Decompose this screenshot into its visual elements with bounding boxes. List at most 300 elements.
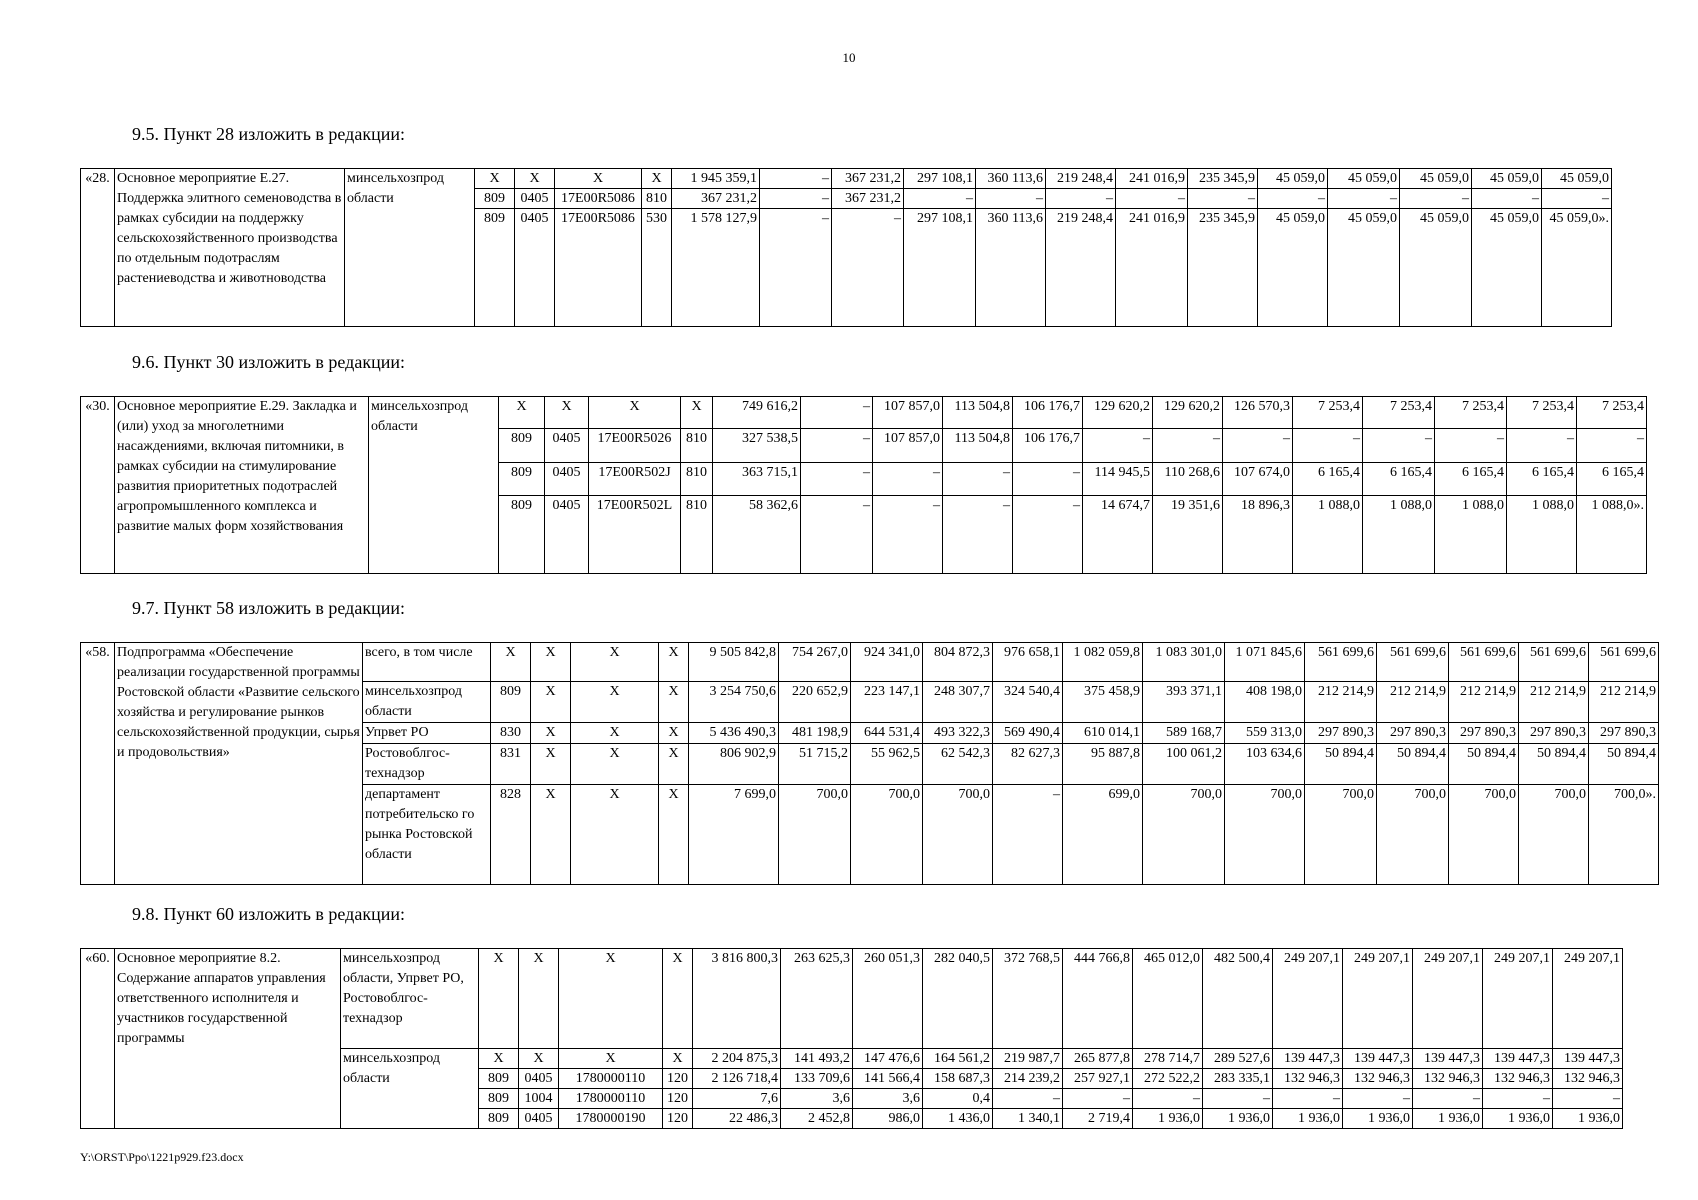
table-cell: 2 719,4 [1063, 1109, 1133, 1129]
table-cell: 297 890,3 [1305, 723, 1377, 744]
table-cell: 831 [491, 744, 531, 785]
table-cell: 700,0 [1225, 785, 1305, 885]
table-cell: – [993, 785, 1063, 885]
table-cell: X [531, 785, 571, 885]
table-cell: 45 059,0 [1542, 169, 1612, 189]
item-number: «28. [81, 169, 115, 327]
table-cell: 107 674,0 [1223, 463, 1293, 496]
table-cell: 129 620,2 [1083, 397, 1153, 429]
table-cell: 809 [499, 429, 545, 463]
table-cell: X [659, 723, 689, 744]
table-cell: 1 945 359,1 [672, 169, 760, 189]
table-cell: – [1400, 189, 1472, 209]
table-cell: – [832, 209, 904, 327]
table-cell: X [531, 643, 571, 682]
table-cell: 132 946,3 [1483, 1069, 1553, 1089]
table-cell: – [1046, 189, 1116, 209]
table-cell: 132 946,3 [1553, 1069, 1623, 1089]
table-cell: X [642, 169, 672, 189]
table-cell: X [545, 397, 589, 429]
table-cell: 0405 [515, 209, 555, 327]
item-description: Основное мероприятие Е.27. Поддержка элитного семеноводства в рамках субсидии на поддержку сельскохозяйственного производства по отдельным подотраслям растениеводства и животноводства [115, 169, 345, 327]
table-cell: 45 059,0 [1328, 209, 1400, 327]
table-cell: 1 088,0». [1577, 496, 1647, 574]
table-cell: 1 936,0 [1553, 1109, 1623, 1129]
table-cell: 809 [479, 1069, 519, 1089]
table-cell: 810 [681, 463, 713, 496]
table-cell: 50 894,4 [1449, 744, 1519, 785]
table-cell: 278 714,7 [1133, 1049, 1203, 1069]
table-cell: 113 504,8 [943, 397, 1013, 429]
table-cell: 375 458,9 [1063, 682, 1143, 723]
table-cell: 1 083 301,0 [1143, 643, 1225, 682]
table-cell: 0405 [519, 1069, 559, 1089]
table-cell: 0405 [545, 496, 589, 574]
table-cell: 482 500,4 [1203, 949, 1273, 1049]
table-cell: 249 207,1 [1553, 949, 1623, 1049]
table-cell: 139 447,3 [1343, 1049, 1413, 1069]
table-cell: 297 890,3 [1589, 723, 1659, 744]
table-cell: – [1507, 429, 1577, 463]
table-cell: 132 946,3 [1413, 1069, 1483, 1089]
table-cell: 1004 [519, 1089, 559, 1109]
table-cell: 129 620,2 [1153, 397, 1223, 429]
table-cell: 17E00R502J [589, 463, 681, 496]
table-cell: 1 578 127,9 [672, 209, 760, 327]
table-cell: 241 016,9 [1116, 169, 1188, 189]
table-cell: 754 267,0 [779, 643, 851, 682]
table-cell: 1 436,0 [923, 1109, 993, 1129]
table-cell: 1 936,0 [1413, 1109, 1483, 1129]
table-cell: – [1435, 429, 1507, 463]
table-cell: 58 362,6 [713, 496, 801, 574]
table-cell: 9 505 842,8 [689, 643, 779, 682]
table-cell: 120 [663, 1069, 693, 1089]
table-cell: 810 [681, 429, 713, 463]
table-cell: X [659, 785, 689, 885]
table-cell: 7 253,4 [1507, 397, 1577, 429]
table-cell: 644 531,4 [851, 723, 923, 744]
table-cell: – [760, 209, 832, 327]
table-cell: 367 231,2 [672, 189, 760, 209]
table-cell: 700,0». [1589, 785, 1659, 885]
table-cell: X [479, 949, 519, 1049]
table-row [81, 397, 1698, 429]
table-cell: 6 165,4 [1363, 463, 1435, 496]
table-cell: 164 561,2 [923, 1049, 993, 1069]
table-cell: X [659, 744, 689, 785]
table-cell: 214 239,2 [993, 1069, 1063, 1089]
table-cell: – [1328, 189, 1400, 209]
table-cell: 235 345,9 [1188, 169, 1258, 189]
table-cell: 18 896,3 [1223, 496, 1293, 574]
page-number: 10 [842, 50, 856, 65]
table-cell: 7 699,0 [689, 785, 779, 885]
table-cell: X [589, 397, 681, 429]
table-cell: 132 946,3 [1343, 1069, 1413, 1089]
table-cell: 289 527,6 [1203, 1049, 1273, 1069]
table-cell: 809 [479, 1089, 519, 1109]
table-cell: 327 538,5 [713, 429, 801, 463]
table-cell: 561 699,6 [1305, 643, 1377, 682]
table-cell: 223 147,1 [851, 682, 923, 723]
table-cell: 809 [499, 496, 545, 574]
table-cell: 700,0 [1143, 785, 1225, 885]
table-cell: 265 877,8 [1063, 1049, 1133, 1069]
item-number: «58. [81, 643, 115, 885]
table-cell: X [659, 682, 689, 723]
table-cell: 139 447,3 [1273, 1049, 1343, 1069]
table-cell: X [663, 1049, 693, 1069]
table-cell: 106 176,7 [1013, 397, 1083, 429]
table-cell: 17E00R5026 [589, 429, 681, 463]
table-cell: 19 351,6 [1153, 496, 1223, 574]
table-cell: 7 253,4 [1363, 397, 1435, 429]
table-cell: – [873, 463, 943, 496]
table-cell: 699,0 [1063, 785, 1143, 885]
executor-cell: всего, в том числе [363, 643, 491, 682]
table-cell: 120 [663, 1089, 693, 1109]
table-cell: 0405 [545, 463, 589, 496]
table-cell: 360 113,6 [976, 169, 1046, 189]
table-cell: 700,0 [1377, 785, 1449, 885]
section-heading-1: 9.5. Пункт 28 изложить в редакции: [132, 124, 405, 144]
table-cell: 249 207,1 [1343, 949, 1413, 1049]
table-cell: 212 214,9 [1589, 682, 1659, 723]
item-number: «30. [81, 397, 115, 574]
table-cell: 257 927,1 [1063, 1069, 1133, 1089]
table-cell: 1 936,0 [1273, 1109, 1343, 1129]
table-cell: 0405 [519, 1109, 559, 1129]
executor-cell: минсельхозпрод области [369, 397, 499, 574]
table-cell: X [531, 723, 571, 744]
table-cell: 263 625,3 [781, 949, 853, 1049]
table-cell: X [659, 643, 689, 682]
table-cell: 1780000110 [559, 1069, 663, 1089]
table-cell: 3,6 [853, 1089, 923, 1109]
table-row [81, 643, 1698, 682]
table-cell: 3 254 750,6 [689, 682, 779, 723]
table-cell: 297 890,3 [1449, 723, 1519, 744]
table-cell: 17E00R502L [589, 496, 681, 574]
table-cell: 559 313,0 [1225, 723, 1305, 744]
table-cell: 103 634,6 [1225, 744, 1305, 785]
table-cell: 219 248,4 [1046, 209, 1116, 327]
table-cell: 297 108,1 [904, 209, 976, 327]
table-cell: 45 059,0 [1258, 209, 1328, 327]
table-cell: – [904, 189, 976, 209]
table-cell: X [531, 744, 571, 785]
item-description: Подпрограмма «Обеспечение реализации государственной программы Ростовской области «Развитие сельского хозяйства и регулирование рынков сельскохозяйственной продукции, сырья и продовольствия» [115, 643, 363, 885]
table-cell: – [1542, 189, 1612, 209]
table-cell: 1 088,0 [1363, 496, 1435, 574]
table-cell: 45 059,0». [1542, 209, 1612, 327]
table-cell: 139 447,3 [1553, 1049, 1623, 1069]
table-cell: 249 207,1 [1413, 949, 1483, 1049]
table-cell: 2 204 875,3 [693, 1049, 781, 1069]
table-item-28 [80, 168, 1698, 327]
table-cell: 17E00R5086 [555, 189, 642, 209]
table-cell: 55 962,5 [851, 744, 923, 785]
table-cell: 0405 [545, 429, 589, 463]
table-cell: 297 890,3 [1519, 723, 1589, 744]
table-cell: 1 936,0 [1203, 1109, 1273, 1129]
table-cell: 1 071 845,6 [1225, 643, 1305, 682]
table-cell: 2 126 718,4 [693, 1069, 781, 1089]
table-cell: – [760, 189, 832, 209]
table-cell: 610 014,1 [1063, 723, 1143, 744]
table-cell: 297 890,3 [1377, 723, 1449, 744]
table-cell: 45 059,0 [1258, 169, 1328, 189]
table-cell: 809 [499, 463, 545, 496]
table-cell: 700,0 [779, 785, 851, 885]
table-cell: 6 165,4 [1293, 463, 1363, 496]
table-cell: X [479, 1049, 519, 1069]
table-cell: 810 [642, 189, 672, 209]
table-cell: – [1577, 429, 1647, 463]
table-cell: 1 340,1 [993, 1109, 1063, 1129]
table-cell: 3 816 800,3 [693, 949, 781, 1049]
table-cell: 139 447,3 [1483, 1049, 1553, 1069]
table-cell: – [1116, 189, 1188, 209]
table-cell: 51 715,2 [779, 744, 851, 785]
table-cell: 45 059,0 [1400, 169, 1472, 189]
table-cell: 3,6 [781, 1089, 853, 1109]
table-cell: 367 231,2 [832, 189, 904, 209]
table-cell: – [976, 189, 1046, 209]
table-cell: 22 486,3 [693, 1109, 781, 1129]
table-cell: – [801, 429, 873, 463]
table-cell: 5 436 490,3 [689, 723, 779, 744]
table-cell: 219 248,4 [1046, 169, 1116, 189]
table-cell: 110 268,6 [1153, 463, 1223, 496]
table-cell: 976 658,1 [993, 643, 1063, 682]
table-row [81, 949, 1697, 1049]
table-cell: 7 253,4 [1577, 397, 1647, 429]
table-cell: – [1153, 429, 1223, 463]
table-cell: X [571, 643, 659, 682]
table-cell: 493 322,3 [923, 723, 993, 744]
table-cell: 132 946,3 [1273, 1069, 1343, 1089]
table-cell: 408 198,0 [1225, 682, 1305, 723]
table-cell: – [1063, 1089, 1133, 1109]
item-description: Основное мероприятие Е.29. Закладка и (или) уход за многолетними насаждениями, включая питомники, в рамках субсидии на стимулирование развития приоритетных подотраслей агропромышленного комплекса и развитие малых форм хозяйствования [115, 397, 369, 574]
table-cell: 700,0 [1449, 785, 1519, 885]
table-cell: 212 214,9 [1305, 682, 1377, 723]
table-cell: 749 616,2 [713, 397, 801, 429]
table-cell: 62 542,3 [923, 744, 993, 785]
table-cell: – [760, 169, 832, 189]
table-cell: – [1258, 189, 1328, 209]
executor-cell: минсельхозпрод области [345, 169, 475, 327]
table-cell: – [943, 463, 1013, 496]
table-cell: 6 165,4 [1507, 463, 1577, 496]
table-cell: – [1083, 429, 1153, 463]
table-cell: – [1343, 1089, 1413, 1109]
table-cell: X [571, 682, 659, 723]
executor-cell: Упрвет РО [363, 723, 491, 744]
table-cell: 363 715,1 [713, 463, 801, 496]
table-cell: 561 699,6 [1589, 643, 1659, 682]
table-cell: 809 [475, 209, 515, 327]
table-cell: 561 699,6 [1449, 643, 1519, 682]
table-row [81, 169, 1698, 189]
table-cell: – [1013, 496, 1083, 574]
table-cell: 139 447,3 [1413, 1049, 1483, 1069]
table-cell: – [1553, 1089, 1623, 1109]
table-cell: – [801, 496, 873, 574]
table-cell: 7,6 [693, 1089, 781, 1109]
table-cell: – [1133, 1089, 1203, 1109]
table-cell: 107 857,0 [873, 429, 943, 463]
table-cell: 249 207,1 [1273, 949, 1343, 1049]
table-cell: 700,0 [1519, 785, 1589, 885]
table-cell: 700,0 [923, 785, 993, 885]
executor-cell: департамент потребительско го рынка Ростовской области [363, 785, 491, 885]
section-heading-4: 9.8. Пункт 60 изложить в редакции: [132, 904, 405, 924]
table-cell: 297 108,1 [904, 169, 976, 189]
table-cell: 7 253,4 [1435, 397, 1507, 429]
table-cell: 260 051,3 [853, 949, 923, 1049]
table-cell: 106 176,7 [1013, 429, 1083, 463]
table-cell: 569 490,4 [993, 723, 1063, 744]
table-cell: 0405 [515, 189, 555, 209]
table-cell: X [559, 1049, 663, 1069]
table-cell: 212 214,9 [1377, 682, 1449, 723]
table-cell: 481 198,9 [779, 723, 851, 744]
table-cell: 830 [491, 723, 531, 744]
table-cell: 589 168,7 [1143, 723, 1225, 744]
table-cell: 50 894,4 [1589, 744, 1659, 785]
table-cell: 7 253,4 [1293, 397, 1363, 429]
table-cell: X [519, 949, 559, 1049]
table-cell: 372 768,5 [993, 949, 1063, 1049]
table-cell: 1 082 059,8 [1063, 643, 1143, 682]
table-cell: 95 887,8 [1063, 744, 1143, 785]
table-item-30 [80, 396, 1698, 574]
table-cell: – [1483, 1089, 1553, 1109]
table-cell: 50 894,4 [1305, 744, 1377, 785]
table-cell: 141 493,2 [781, 1049, 853, 1069]
table-cell: 444 766,8 [1063, 949, 1133, 1049]
table-cell: – [993, 1089, 1063, 1109]
table-cell: 804 872,3 [923, 643, 993, 682]
table-cell: 1 088,0 [1435, 496, 1507, 574]
table-cell: 241 016,9 [1116, 209, 1188, 327]
executor-cell: минсельхозпрод области [341, 1049, 479, 1129]
table-cell: 17E00R5086 [555, 209, 642, 327]
table-item-58 [80, 642, 1698, 885]
table-cell: 1 936,0 [1483, 1109, 1553, 1129]
table-cell: 45 059,0 [1400, 209, 1472, 327]
table-cell: X [571, 723, 659, 744]
table-cell: 45 059,0 [1472, 209, 1542, 327]
table-cell: 133 709,6 [781, 1069, 853, 1089]
table-cell: X [515, 169, 555, 189]
table-cell: 1 088,0 [1507, 496, 1577, 574]
table-cell: 393 371,1 [1143, 682, 1225, 723]
executor-cell: минсельхозпрод области, Упрвет РО, Ростовоблгос-технадзор [341, 949, 479, 1049]
table-cell: 220 652,9 [779, 682, 851, 723]
table-cell: 561 699,6 [1519, 643, 1589, 682]
table-cell: 1 936,0 [1343, 1109, 1413, 1129]
table-cell: 986,0 [853, 1109, 923, 1129]
table-cell: 1780000110 [559, 1089, 663, 1109]
table-cell: X [559, 949, 663, 1049]
table-cell: 14 674,7 [1083, 496, 1153, 574]
table-cell: 219 987,7 [993, 1049, 1063, 1069]
table-cell: – [801, 397, 873, 429]
table-cell: 700,0 [851, 785, 923, 885]
table-cell: 1 088,0 [1293, 496, 1363, 574]
table-cell: 158 687,3 [923, 1069, 993, 1089]
table-cell: 2 452,8 [781, 1109, 853, 1129]
table-cell: – [1013, 463, 1083, 496]
table-cell: X [571, 785, 659, 885]
table-cell: 113 504,8 [943, 429, 1013, 463]
section-heading-2: 9.6. Пункт 30 изложить в редакции: [132, 352, 405, 372]
table-cell: 809 [479, 1109, 519, 1129]
table-cell: 50 894,4 [1377, 744, 1449, 785]
table-item-60 [80, 948, 1697, 1129]
table-cell: X [531, 682, 571, 723]
table-cell: X [519, 1049, 559, 1069]
table-cell: – [1188, 189, 1258, 209]
table-cell: 126 570,3 [1223, 397, 1293, 429]
table-cell: – [873, 496, 943, 574]
table-cell: X [555, 169, 642, 189]
table-cell: 0,4 [923, 1089, 993, 1109]
table-cell: 141 566,4 [853, 1069, 923, 1089]
table-cell: 282 040,5 [923, 949, 993, 1049]
table-cell: 212 214,9 [1449, 682, 1519, 723]
table-cell: 283 335,1 [1203, 1069, 1273, 1089]
table-cell: 212 214,9 [1519, 682, 1589, 723]
table-cell: 6 165,4 [1577, 463, 1647, 496]
table-cell: X [663, 949, 693, 1049]
table-cell: 235 345,9 [1188, 209, 1258, 327]
table-cell: 100 061,2 [1143, 744, 1225, 785]
table-cell: 324 540,4 [993, 682, 1063, 723]
table-cell: 45 059,0 [1328, 169, 1400, 189]
table-cell: 809 [475, 189, 515, 209]
table-cell: 367 231,2 [832, 169, 904, 189]
table-cell: 810 [681, 496, 713, 574]
table-cell: – [943, 496, 1013, 574]
table-cell: 465 012,0 [1133, 949, 1203, 1049]
table-cell: – [1413, 1089, 1483, 1109]
item-description: Основное мероприятие 8.2. Содержание аппаратов управления ответственного исполнителя и участников государственной программы [115, 949, 341, 1129]
table-cell: 1 936,0 [1133, 1109, 1203, 1129]
table-cell: 45 059,0 [1472, 169, 1542, 189]
table-cell: – [801, 463, 873, 496]
table-cell: 1780000190 [559, 1109, 663, 1129]
file-path-footer: Y:\ORST\Ppo\1221p929.f23.docx [80, 1150, 244, 1164]
table-cell: 114 945,5 [1083, 463, 1153, 496]
table-cell: – [1363, 429, 1435, 463]
executor-cell: минсельхозпрод области [363, 682, 491, 723]
table-cell: 50 894,4 [1519, 744, 1589, 785]
table-cell: X [571, 744, 659, 785]
table-cell: 530 [642, 209, 672, 327]
table-cell: – [1293, 429, 1363, 463]
section-heading-3: 9.7. Пункт 58 изложить в редакции: [132, 598, 405, 618]
table-cell: 147 476,6 [853, 1049, 923, 1069]
executor-cell: Ростовоблгос-технадзор [363, 744, 491, 785]
table-cell: 700,0 [1305, 785, 1377, 885]
table-cell: 82 627,3 [993, 744, 1063, 785]
table-cell: X [681, 397, 713, 429]
